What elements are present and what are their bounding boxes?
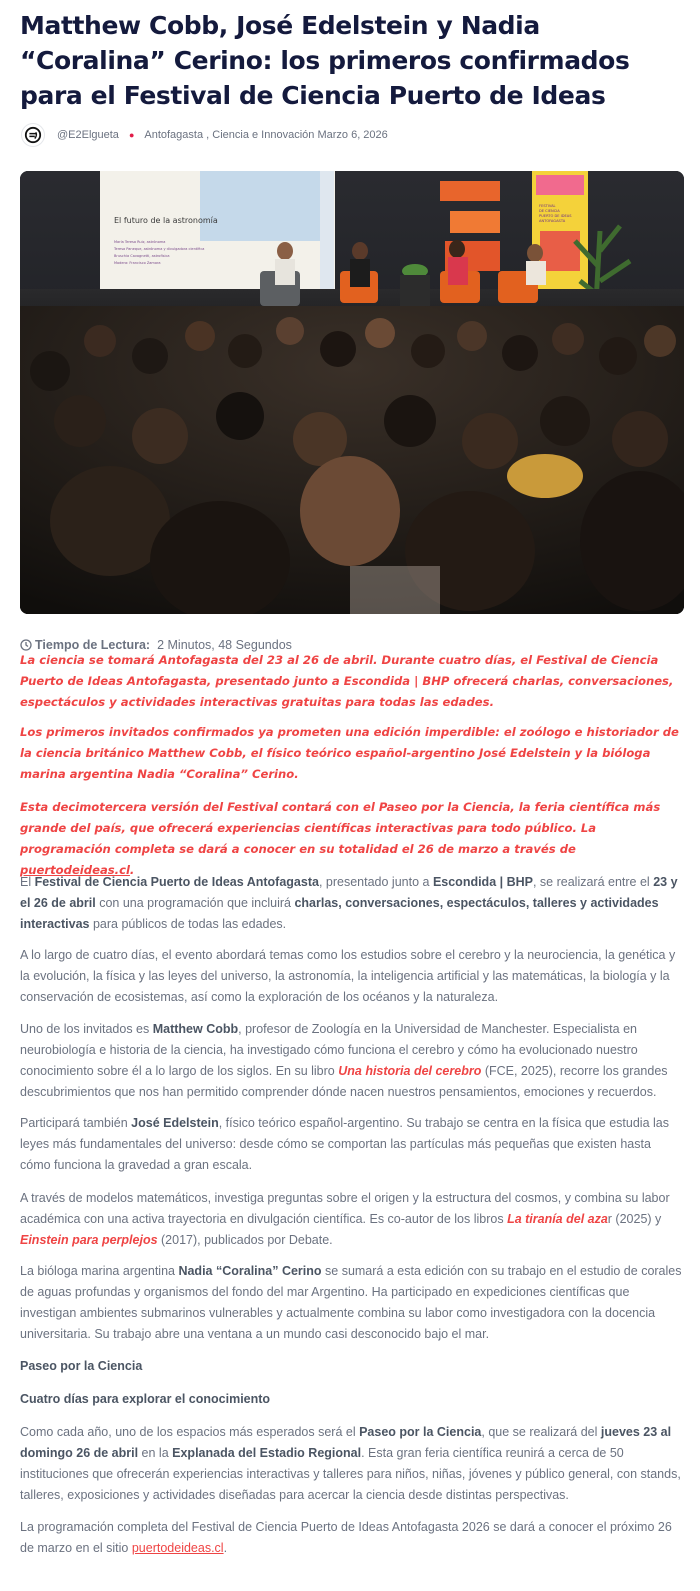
- screen-line: Modera: Francisco Zamora: [114, 261, 161, 265]
- puertodeideas-link[interactable]: puertodeideas.cl: [20, 863, 130, 877]
- author-name[interactable]: @E2Elgueta: [57, 129, 119, 141]
- meta-separator-dot: ●: [128, 130, 135, 140]
- article-meta: [20, 123, 388, 147]
- body-paragraph-7: Participará también José Edelstein, físico teórico español-argentino. Su trabajo se centra en la física que estudia las leyes más fundamentales del universo: desde cómo se comportan las partículas más pequeñas que existen hasta cómo funciona la gravedad a gran escala.: [20, 1116, 669, 1172]
- reading-time-label: Tiempo de Lectura:: [35, 638, 151, 652]
- author-logo-icon: [24, 126, 42, 144]
- lead-paragraph-3-end: .: [129, 863, 135, 877]
- lead-paragraph-2: Los primeros invitados confirmados ya prometen una edición imperdible: el zoólogo e historiador de la ciencia británico Matthew Cobb, el físico teórico español-argentino José Edelstein y la bióloga marina argentina Nadia “Coralina” Cerino.: [20, 725, 679, 781]
- puertodeideas-link-footer[interactable]: puertodeideas.cl: [131, 1541, 224, 1555]
- lead-paragraph-3: [20, 797, 684, 881]
- festival-name: Festival de Ciencia Puerto de Ideas Antofagasta: [34, 875, 319, 889]
- article-title: Matthew Cobb, José Edelstein y Nadia “Coralina” Cerino: los primeros confirmados para el Festival de Ciencia Puerto de Ideas: [20, 11, 630, 110]
- banner-line: PUERTO DE IDEAS: [539, 214, 572, 218]
- festival-dates: 23 y el 26 de abril: [20, 875, 678, 910]
- paseo-venue: Explanada del Estadio Regional: [172, 1446, 362, 1460]
- banner-line: DE CIENCIA: [539, 209, 560, 213]
- banner-line: ANTOFAGASTA: [539, 219, 566, 223]
- body-paragraph-5: A lo largo de cuatro días, el evento abordará temas como los estudios sobre el cerebro y la neurociencia, la genética y la evolución, la física y las leyes del universo, la astronomía, la inteligencia artificial y las matemáticas, la biología y la conservación de ecosistemas, así como la exploración de los océanos y la naturaleza.: [20, 948, 676, 1004]
- lead-paragraph-1: La ciencia se tomará Antofagasta del 23 al 26 de abril. Durante cuatro días, el Festival de Ciencia Puerto de Ideas Antofagasta, presentado junto a Escondida | BHP ofrecerá charlas, conversaciones, espectáculos y actividades interactivas gratuitas para todas las edades.: [20, 653, 674, 709]
- banner-line: FESTIVAL: [539, 204, 556, 208]
- lead-paragraph-3-text: Esta decimotercera versión del Festival contará con el Paseo por la Ciencia, la feria científica más grande del país, que ofrecerá experiencias científicas interactivas para todo público. La programación completa se dará a conocer en su totalidad el 26 de marzo a través de: [20, 800, 661, 856]
- article-category[interactable]: Antofagasta , Ciencia e Innovación: [144, 129, 315, 141]
- book-title-historia-cerebro: Una historia del cerebro: [338, 1064, 482, 1078]
- screen-line: María Teresa Ruiz, astrónoma: [114, 240, 166, 244]
- paseo-name: Paseo por la Ciencia: [359, 1425, 482, 1439]
- guest-nadia-cerino: Nadia “Coralina” Cerino: [178, 1264, 322, 1278]
- screen-title: El futuro de la astronomía: [114, 216, 218, 225]
- author-avatar[interactable]: [21, 123, 45, 147]
- book-title-tirania-azar: La tiranía del aza: [507, 1212, 608, 1226]
- body-paragraph-11: La programación completa del Festival de Ciencia Puerto de Ideas Antofagasta 2026 se dará a conocer el próximo 26 de marzo en el sitio puertodeideas.cl.: [20, 1520, 672, 1555]
- body-paragraph-10: Como cada año, uno de los espacios más esperados será el Paseo por la Ciencia, que se realizará del jueves 23 al domingo 26 de abril en la Explanada del Estadio Regional. Esta gran feria científica reunirá a cerca de 50 instituciones que ofrecerán experiencias interactivas y talleres para niños, niñas, jóvenes y público general, con stands, talleres, exposiciones y actividades diseñadas para acercar la ciencia desde distintas perspectivas.: [20, 1425, 681, 1502]
- body-paragraph-6: Uno de los invitados es Matthew Cobb, profesor de Zoología en la Universidad de Manchester. Especialista en neurobiología e historia de la ciencia, ha investigado cómo funciona el cerebro y cómo ha evolucionado nuestro conocimiento sobre él a lo largo de los siglos. En su libro Una historia del cerebro (FCE, 2025), recorre los grandes descubrimientos que nos han permitido comprender dónde nacen nuestros pensamientos, emociones y recuerdos.: [20, 1022, 668, 1099]
- section-heading-cuatro-dias: Cuatro días para explorar el conocimiento: [20, 1392, 271, 1406]
- paseo-dates: jueves 23 al domingo 26 de abril: [20, 1425, 672, 1460]
- body-paragraph-4: El Festival de Ciencia Puerto de Ideas Antofagasta, presentado junto a Escondida | BHP, se realizará entre el 23 y el 26 de abril con una programación que incluirá charlas, conversaciones, espectáculos, talleres y actividades interactivas para públicos de todas las edades.: [20, 875, 678, 931]
- screen-line: Teresa Paneque, astrónoma y divulgadora científica: [114, 247, 205, 251]
- reading-time-value: 2 Minutos, 48 Segundos: [157, 638, 292, 652]
- festival-audience-photo: [20, 171, 684, 614]
- activities-list: charlas, conversaciones, espectáculos, talleres y actividades interactivas: [20, 896, 659, 931]
- section-heading-paseo: Paseo por la Ciencia: [20, 1359, 143, 1373]
- sponsor-name: Escondida | BHP: [432, 875, 533, 889]
- guest-matthew-cobb: Matthew Cobb: [152, 1022, 239, 1036]
- body-paragraph-8: A través de modelos matemáticos, investiga preguntas sobre el origen y la estructura del cosmos, y combina su labor académica con una activa trayectoria en divulgación científica. Es co-autor de los libros La tiranía del azar (2025) y Einstein para perplejos (2017), publicados por Debate.: [20, 1191, 670, 1247]
- body-paragraph-9: La bióloga marina argentina Nadia “Coralina” Cerino se sumará a esta edición con su trabajo en el estudio de corales de aguas profundas y organismos del fondo del mar Argentino. Ha participado en expediciones científicas que investigan ambientes submarinos vulnerables y actualmente combina su labor como investigadora con la docencia universitaria. Su trabajo abre una ventana a un mundo casi desconocido bajo el mar.: [20, 1264, 682, 1341]
- guest-jose-edelstein: José Edelstein: [131, 1116, 219, 1130]
- screen-line: Bruschia Cavagnetti, astrofísica: [114, 254, 170, 258]
- article-date: Marzo 6, 2026: [317, 129, 388, 141]
- hero-photo: [20, 171, 684, 614]
- book-title-einstein-perplejos: Einstein para perplejos: [20, 1233, 158, 1247]
